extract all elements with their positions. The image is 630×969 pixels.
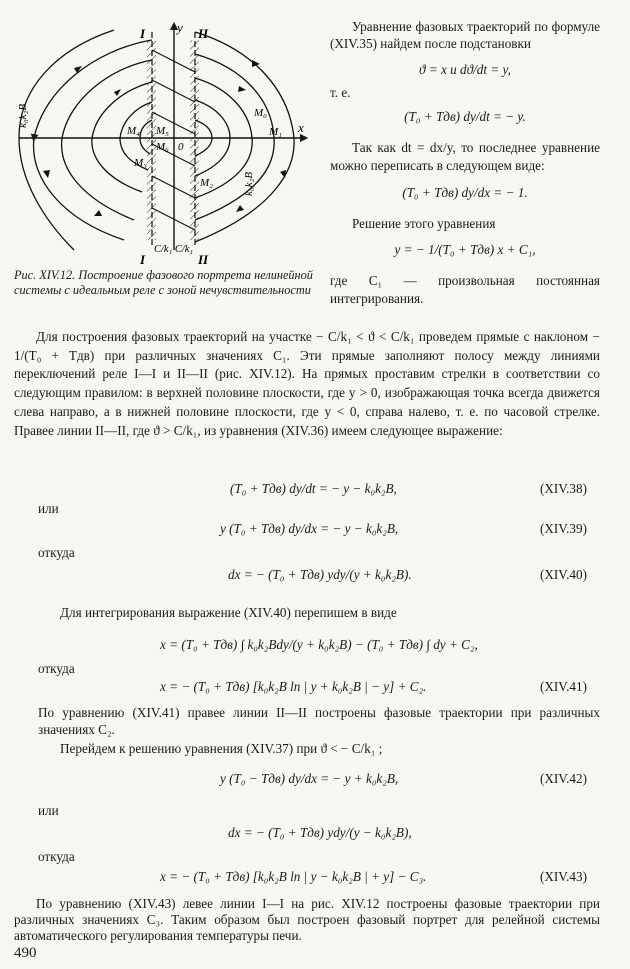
otkuda-3: откуда bbox=[38, 849, 75, 864]
figure-caption: Рис. XIV.12. Построение фазового портрета нелинейной системы с идеальным реле с зоной нечувствительности bbox=[14, 268, 313, 298]
eq-38: (T₀ + Tдв) dy/dt = − y − k₀k₂B, bbox=[230, 481, 397, 496]
label-band-width: C/k₁ C/k₁ bbox=[154, 244, 194, 255]
label-y-axis: y bbox=[177, 20, 183, 35]
ili-1: или bbox=[38, 501, 59, 516]
label-x-axis: x bbox=[298, 120, 304, 135]
otkuda-2: откуда bbox=[38, 661, 75, 676]
eq-43-number: (XIV.43) bbox=[540, 869, 588, 884]
point-M0: M₀ bbox=[254, 107, 267, 119]
eq-40-number: (XIV.40) bbox=[540, 567, 588, 582]
eq-dy-dx: (T₀ + Tдв) dy/dx = − 1. bbox=[402, 184, 528, 200]
paragraph-5: По уравнению (XIV.43) левее линии I—I на рис. XIV.12 построены фазовые траектории при различных значениях C₃. Таким образом был построен фазовый портрет для релейной системы автоматического регулирования температуры печи. bbox=[14, 896, 600, 944]
paragraph-1: Для построения фазовых траекторий на участке − C/k₁ < ϑ < C/k₁ проведем прямые с наклоном − 1/(T₀ + Tдв) при различных значениях C₁. Эти прямые заполняют полосу между линиями переключений реле I—I и II—II (рис. XIV.12). На прямых проставим стрелки в соответствии со следующим правилом: в верхней половине плоскости, где y > 0, изображающая точка всегда движется слева направо, а в нижней половине плоскости, где y < 0, справа налево, т. е. по часовой стрелке. Правее линии II—II, где ϑ > C/k₁, из уравнения (XIV.36) имеем следующее выражение: bbox=[14, 329, 600, 438]
eq-39-number: (XIV.39) bbox=[540, 521, 588, 536]
label-line-II-top: II bbox=[198, 26, 209, 41]
label-line-II-bottom: II bbox=[198, 252, 209, 267]
eq-substitution: ϑ = x и dϑ/dt = y, bbox=[419, 61, 511, 77]
point-M4: M₄ bbox=[127, 125, 140, 137]
point-M6: M₆ bbox=[156, 141, 169, 153]
point-M1: M₁ bbox=[269, 126, 282, 138]
right-text4: где C₁ — произвольная постоянная интегрирования. bbox=[330, 273, 600, 306]
paragraph-4: Перейдем к решению уравнения (XIV.37) при ϑ < − C/k₁ ; bbox=[60, 741, 383, 756]
point-M5: M₅ bbox=[156, 125, 169, 137]
label-line-I-bottom: I bbox=[140, 252, 146, 267]
eq-38-number: (XIV.38) bbox=[540, 481, 588, 496]
eq-42-number: (XIV.42) bbox=[540, 771, 588, 786]
main-body bbox=[14, 328, 600, 440]
eq-dx-below: dx = − (T₀ + Tдв) ydy/(y − k₀k₂B), bbox=[228, 825, 412, 840]
paragraph-2: Для интегрирования выражение (XIV.40) перепишем в виде bbox=[60, 605, 397, 620]
paragraph-3: По уравнению (XIV.41) правее линии II—II построены фазовые траектории при различных значениях C₂. bbox=[38, 705, 600, 738]
eq-dy-dt: (T₀ + Tдв) dy/dt = − y. bbox=[404, 108, 526, 124]
eq-40: dx = − (T₀ + Tдв) ydy/(y + k₀k₂B). bbox=[228, 567, 412, 582]
point-origin: 0 bbox=[178, 141, 184, 153]
label-right-level: k₀k₂B bbox=[243, 171, 255, 196]
phase-portrait-figure bbox=[14, 20, 314, 268]
right-column bbox=[330, 18, 600, 307]
right-text2: Так как dt = dx/y, то последнее уравнение можно переписать в следующем виде: bbox=[330, 140, 600, 173]
otkuda-1: откуда bbox=[38, 545, 75, 560]
label-left-level: k₀k₂B bbox=[17, 103, 29, 128]
point-M3: M₃ bbox=[134, 157, 147, 169]
page-number: 490 bbox=[14, 945, 37, 961]
label-line-I-top: I bbox=[140, 26, 146, 41]
eq-42: y (T₀ − Tдв) dy/dx = − y + k₀k₂B, bbox=[220, 771, 399, 786]
eq-integral: x = (T₀ + Tдв) ∫ k₀k₂Bdy/(y + k₀k₂B) − (T₀ + Tдв) ∫ dy + C₂, bbox=[160, 637, 478, 652]
te-label: т. е. bbox=[330, 85, 351, 101]
right-intro: Уравнение фазовых траекторий по формуле (XIV.35) найдем после подстановки bbox=[330, 19, 600, 52]
eq-39: y (T₀ + Tдв) dy/dx = − y − k₀k₂B, bbox=[220, 521, 399, 536]
eq-41: x = − (T₀ + Tдв) [k₀k₂B ln | y + k₀k₂B | − y] + C₂. bbox=[160, 679, 427, 694]
point-M2: M₂ bbox=[200, 177, 213, 189]
left-trajectories bbox=[19, 30, 152, 250]
eq-41-number: (XIV.41) bbox=[540, 679, 588, 694]
eq-solution: y = − 1/(T₀ + Tдв) x + C₁, bbox=[394, 241, 536, 257]
right-text3: Решение этого уравнения bbox=[352, 216, 496, 232]
ili-2: или bbox=[38, 803, 59, 818]
eq-43: x = − (T₀ + Tдв) [k₀k₂B ln | y − k₀k₂B | + y] − C₃. bbox=[160, 869, 427, 884]
